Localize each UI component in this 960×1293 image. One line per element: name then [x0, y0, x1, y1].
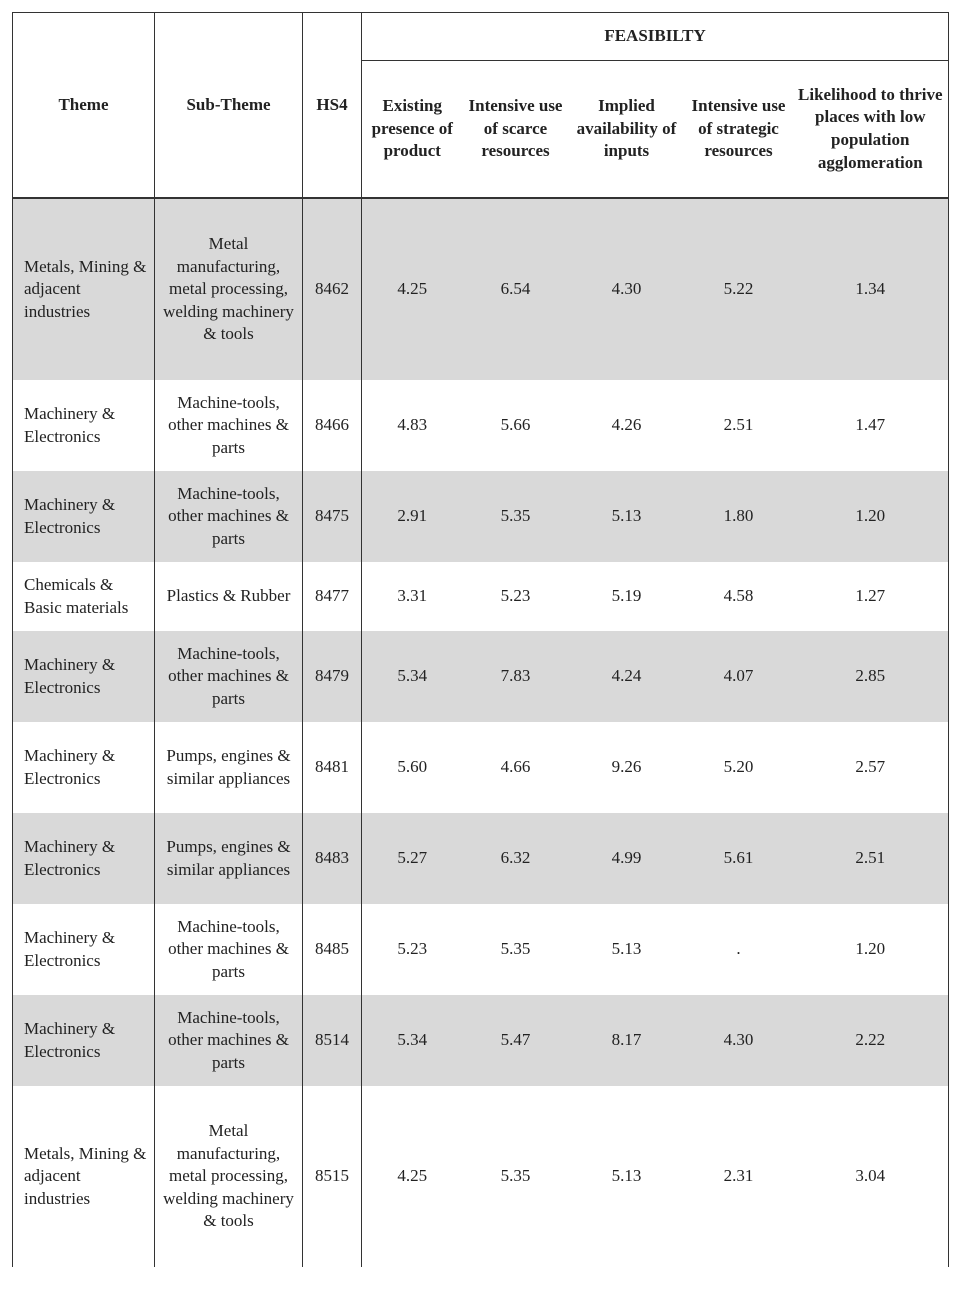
value-cell: 2.31 [723, 1166, 754, 1186]
value-cell: 4.66 [500, 757, 531, 777]
theme-cell: Metals, Mining & adjacent industries [13, 1086, 155, 1267]
value-cell: 9.26 [611, 757, 642, 777]
value-cell: 4.26 [611, 415, 642, 435]
value-cell: 5.23 [397, 939, 428, 959]
value-cell: 4.30 [569, 198, 685, 380]
header-implied-inputs: Implied availability of inputs [569, 61, 685, 199]
value-cell: 5.27 [362, 813, 463, 904]
value-cell: 5.35 [500, 1166, 531, 1186]
table-row [13, 904, 949, 995]
hs4-cell: 8462 [303, 198, 362, 380]
sub-theme-cell: Machine-tools, other machines & parts [155, 380, 303, 471]
value-cell: 6.32 [463, 813, 569, 904]
value-cell: 5.13 [569, 471, 685, 562]
table-row [13, 995, 949, 1086]
hs4-cell: 8477 [303, 562, 362, 631]
hs4-cell: 8515 [303, 1086, 362, 1267]
header-hs4: HS4 [303, 13, 362, 199]
value-cell: 8.17 [569, 995, 685, 1086]
header-theme: Theme [13, 13, 155, 199]
value-cell: 5.34 [362, 995, 463, 1086]
theme-cell: Metals, Mining & adjacent industries [13, 198, 155, 380]
value-cell: 5.66 [500, 415, 531, 435]
table-row [13, 631, 949, 722]
value-cell: 3.04 [793, 1086, 949, 1267]
theme-cell: Machinery & Electronics [13, 380, 155, 471]
value-cell: 5.13 [611, 939, 642, 959]
value-cell: 4.99 [569, 813, 685, 904]
header-low-agglomeration: Likelihood to thrive places with low population agglomeration [793, 61, 949, 199]
hs4-cell: 8485 [303, 904, 362, 995]
theme-cell: Machinery & Electronics [13, 813, 155, 904]
value-cell: 5.20 [723, 757, 754, 777]
table-row [13, 722, 949, 813]
value-cell: 4.25 [397, 1166, 428, 1186]
value-cell: 1.34 [793, 198, 949, 380]
value-cell: 5.35 [463, 471, 569, 562]
value-cell: 2.57 [793, 722, 949, 813]
value-cell: 1.80 [685, 471, 793, 562]
value-cell: 4.58 [723, 586, 754, 606]
theme-cell: Chemicals & Basic materials [13, 562, 155, 631]
table-row [13, 198, 949, 380]
theme-cell: Machinery & Electronics [13, 631, 155, 722]
table-row [13, 562, 949, 631]
table-row [13, 471, 949, 562]
value-cell: 1.27 [793, 562, 949, 631]
sub-theme-cell: Machine-tools, other machines & parts [155, 904, 303, 995]
theme-cell: Machinery & Electronics [13, 904, 155, 995]
value-cell: 5.34 [362, 631, 463, 722]
value-cell: 5.19 [611, 586, 642, 606]
value-cell: 2.22 [793, 995, 949, 1086]
table-row [13, 1086, 949, 1267]
value-cell: 1.20 [793, 471, 949, 562]
hs4-cell: 8475 [303, 471, 362, 562]
value-cell: 4.25 [362, 198, 463, 380]
value-cell: 4.24 [569, 631, 685, 722]
sub-theme-cell: Pumps, engines & similar appliances [155, 722, 303, 813]
value-cell: 2.85 [793, 631, 949, 722]
value-cell: 5.23 [500, 586, 531, 606]
value-cell: 1.47 [793, 380, 949, 471]
table-row [13, 813, 949, 904]
header-scarce-resources: Intensive use of scarce resources [463, 61, 569, 199]
value-cell: . [736, 939, 741, 959]
sub-theme-cell: Metal manufacturing, metal processing, welding machinery & tools [155, 1086, 303, 1267]
value-cell: 5.22 [685, 198, 793, 380]
value-cell: 4.30 [685, 995, 793, 1086]
hs4-cell: 8514 [303, 995, 362, 1086]
value-cell: 4.83 [397, 415, 428, 435]
value-cell: 2.91 [362, 471, 463, 562]
value-cell: 5.47 [463, 995, 569, 1086]
value-cell: 2.51 [723, 415, 754, 435]
value-cell: 3.31 [397, 586, 428, 606]
table-row [13, 380, 949, 471]
header-strategic-resources: Intensive use of strategic resources [685, 61, 793, 199]
sub-theme-cell: Pumps, engines & similar appliances [155, 813, 303, 904]
sub-theme-cell: Machine-tools, other machines & parts [155, 471, 303, 562]
sub-theme-cell: Metal manufacturing, metal processing, welding machinery & tools [155, 198, 303, 380]
value-cell: 1.20 [793, 904, 949, 995]
theme-cell: Machinery & Electronics [13, 722, 155, 813]
value-cell: 5.35 [500, 939, 531, 959]
sub-theme-cell: Machine-tools, other machines & parts [155, 631, 303, 722]
value-cell: 5.61 [685, 813, 793, 904]
sub-theme-cell: Machine-tools, other machines & parts [155, 995, 303, 1086]
header-sub-theme: Sub-Theme [155, 13, 303, 199]
value-cell: 5.60 [397, 757, 428, 777]
theme-cell: Machinery & Electronics [13, 471, 155, 562]
theme-cell: Machinery & Electronics [13, 995, 155, 1086]
hs4-cell: 8483 [303, 813, 362, 904]
hs4-cell: 8466 [303, 380, 362, 471]
feasibility-table [12, 12, 949, 1267]
value-cell: 7.83 [463, 631, 569, 722]
header-feasibility: FEASIBILTY [362, 13, 949, 61]
value-cell: 2.51 [793, 813, 949, 904]
sub-theme-cell: Plastics & Rubber [155, 562, 303, 631]
header-existing-presence: Existing presence of product [362, 61, 463, 199]
value-cell: 5.13 [611, 1166, 642, 1186]
value-cell: 6.54 [463, 198, 569, 380]
hs4-cell: 8479 [303, 631, 362, 722]
hs4-cell: 8481 [303, 722, 362, 813]
value-cell: 4.07 [685, 631, 793, 722]
